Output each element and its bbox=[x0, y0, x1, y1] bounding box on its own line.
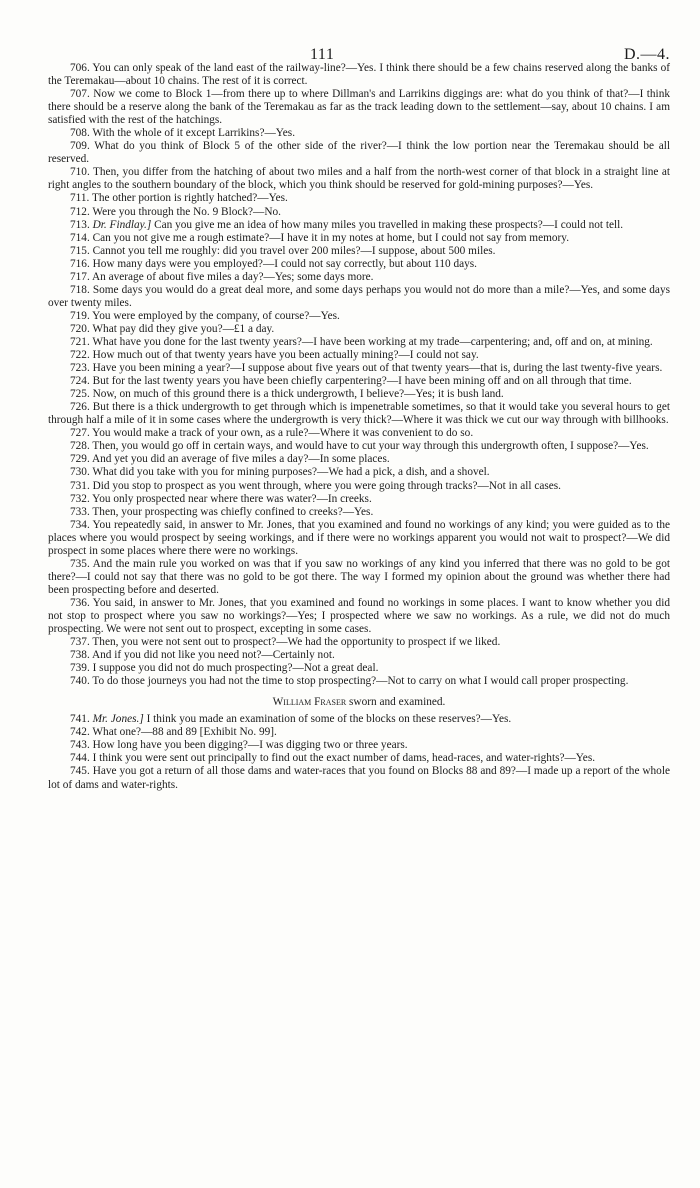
qa-paragraph: 720. What pay did they give you?—£1 a day. bbox=[70, 322, 275, 335]
qa-paragraph: 716. How many days were you employed?—I could not say correctly, but about 110 days. bbox=[70, 257, 478, 270]
qa-paragraph bbox=[48, 219, 670, 232]
qa-paragraph: 715. Cannot you tell me roughly: did you travel over 200 miles?—I suppose, about 500 miles. bbox=[70, 244, 496, 257]
qa-paragraph: 735. And the main rule you worked on was that if you saw no workings of any kind you inferred that there was no gold to be got there?—I could not say that there was no gold to be got there. The way I formed my opinion about the ground was whether there had been prospecting before and deserted. bbox=[48, 557, 670, 596]
qa-paragraph: 712. Were you through the No. 9 Block?—No. bbox=[70, 205, 281, 218]
qa-paragraph: 717. An average of about five miles a day?—Yes; some days more. bbox=[70, 270, 374, 283]
qa-paragraph: 708. With the whole of it except Larrikins?—Yes. bbox=[70, 127, 296, 140]
qa-paragraph: 719. You were employed by the company, of course?—Yes. bbox=[70, 309, 340, 322]
qa-paragraph: 725. Now, on much of this ground there is a thick undergrowth, I believe?—Yes; it is bush land. bbox=[70, 388, 504, 401]
qa-paragraph: 726. But there is a thick undergrowth to get through which is impenetrable sometimes, so that it would take you several hours to get through half a mile of it in some cases where the undergrowth is very thick?—Where it was thick we cut our way through with billhooks. bbox=[48, 401, 670, 427]
document-body bbox=[48, 62, 670, 792]
qa-paragraph: 711. The other portion is rightly hatched?—Yes. bbox=[70, 192, 288, 205]
qa-paragraph: 707. Now we come to Block 1—from there up to where Dillman's and Larrikins diggings are: what do you think of that?—I think there should be a reserve along the bank of the Teremakau as far as the track leading down to the settlement—say, about 10 chains. I am satisfied with the rest of the hatchings. bbox=[48, 88, 670, 127]
qa-paragraph: 738. And if you did not like you need not?—Certainly not. bbox=[70, 649, 335, 662]
speaker-label: Mr. Jones.] bbox=[92, 713, 144, 726]
qa-paragraph: 710. Then, you differ from the hatching of about two miles and a half from the north-west corner of that block in a straight line at right angles to the southern boundary of the block, which you think should be reserved for gold-mining purposes?—Yes. bbox=[48, 166, 670, 192]
document-reference: D.—4. bbox=[623, 46, 670, 63]
qa-paragraph: 721. What have you done for the last twenty years?—I have been working at my trade—carpentering; and, off and on, at mining. bbox=[70, 335, 653, 348]
qa-paragraph: 731. Did you stop to prospect as you went through, where you were going through tracks?—Not in all cases. bbox=[70, 479, 562, 492]
qa-paragraph: 734. You repeatedly said, in answer to Mr. Jones, that you examined and found no workings of any kind; you were guided as to the places where you would prospect by seeing workings, and if there were no workings apparent you would not wait to prospect?—We did prospect in some places where there were no workings. bbox=[48, 518, 670, 557]
qa-paragraph: 745. Have you got a return of all those dams and water-races that you found on Blocks 88 and 89?—I made up a report of the whole lot of dams and water-rights. bbox=[48, 765, 670, 791]
qa-paragraph: 732. You only prospected near where there was water?—In creeks. bbox=[70, 492, 372, 505]
qa-paragraph: 744. I think you were sent out principally to find out the exact number of dams, head-races, and water-rights?—Yes. bbox=[70, 752, 596, 765]
qa-paragraph: 742. What one?—88 and 89 [Exhibit No. 99]. bbox=[70, 726, 277, 739]
qa-paragraph: 723. Have you been mining a year?—I suppose about five years out of that twenty years—that is, during the last twenty-five years. bbox=[70, 362, 663, 375]
qa-paragraph: 709. What do you think of Block 5 of the other side of the river?—I think the low portion near the Teremakau should be all reserved. bbox=[48, 140, 670, 166]
qa-number: 713. bbox=[70, 218, 93, 231]
qa-paragraph: 727. You would make a track of your own, as a rule?—Where it was convenient to do so. bbox=[70, 427, 474, 440]
qa-number: 741. bbox=[70, 713, 93, 726]
qa-paragraph: 737. Then, you were not sent out to prospect?—We had the opportunity to prospect if we liked. bbox=[70, 636, 501, 649]
qa-paragraph: 730. What did you take with you for mining purposes?—We had a pick, a dish, and a shovel. bbox=[70, 466, 490, 479]
witness-heading bbox=[48, 696, 670, 709]
document-page bbox=[48, 0, 670, 792]
witness-name: William Fraser bbox=[272, 696, 347, 709]
qa-paragraph: 743. How long have you been digging?—I was digging two or three years. bbox=[70, 739, 408, 752]
qa-paragraph: 729. And yet you did an average of five miles a day?—In some places. bbox=[70, 453, 390, 466]
qa-paragraph bbox=[48, 713, 670, 726]
qa-text: Can you give me an idea of how many miles you travelled in making these prospects?—I could not tell. bbox=[151, 218, 624, 231]
testimony-section-1 bbox=[48, 62, 670, 688]
testimony-section-2 bbox=[48, 713, 670, 791]
speaker-label: Dr. Findlay.] bbox=[92, 218, 152, 231]
qa-paragraph: 733. Then, your prospecting was chiefly confined to creeks?—Yes. bbox=[70, 505, 374, 518]
qa-paragraph: 722. How much out of that twenty years have you been actually mining?—I could not say. bbox=[70, 349, 479, 362]
qa-paragraph: 728. Then, you would go off in certain ways, and would have to cut your way through this undergrowth often, I suppose?—Yes. bbox=[70, 440, 649, 453]
page-number: 111 bbox=[310, 46, 335, 63]
qa-text: I think you made an examination of some of the blocks on these reserves?—Yes. bbox=[143, 713, 512, 726]
qa-paragraph: 706. You can only speak of the land east of the railway-line?—Yes. I think there should be a few chains reserved along the banks of the Teremakau—about 10 chains. The rest of it is correct. bbox=[48, 62, 670, 88]
page-header bbox=[48, 0, 670, 62]
witness-status: sworn and examined. bbox=[346, 696, 446, 709]
qa-paragraph: 740. To do those journeys you had not the time to stop prospecting?—Not to carry on what I would call proper prospecting. bbox=[70, 675, 629, 688]
qa-paragraph: 736. You said, in answer to Mr. Jones, that you examined and found no workings in some places. I want to know whether you did not stop to prospect where you saw no workings?—Yes; I prospected where we saw no workings. As a rule, we did not do much prospecting. We were not sent out to prospect, excepting in some cases. bbox=[48, 596, 670, 636]
qa-paragraph: 718. Some days you would do a great deal more, and some days perhaps you would not do more than a mile?—Yes, and some days over twenty miles. bbox=[48, 283, 670, 309]
qa-paragraph: 739. I suppose you did not do much prospecting?—Not a great deal. bbox=[70, 662, 379, 675]
qa-paragraph: 724. But for the last twenty years you have been chiefly carpentering?—I have been mining off and on all through that time. bbox=[70, 375, 632, 388]
qa-paragraph: 714. Can you not give me a rough estimate?—I have it in my notes at home, but I could not say from memory. bbox=[70, 231, 570, 244]
